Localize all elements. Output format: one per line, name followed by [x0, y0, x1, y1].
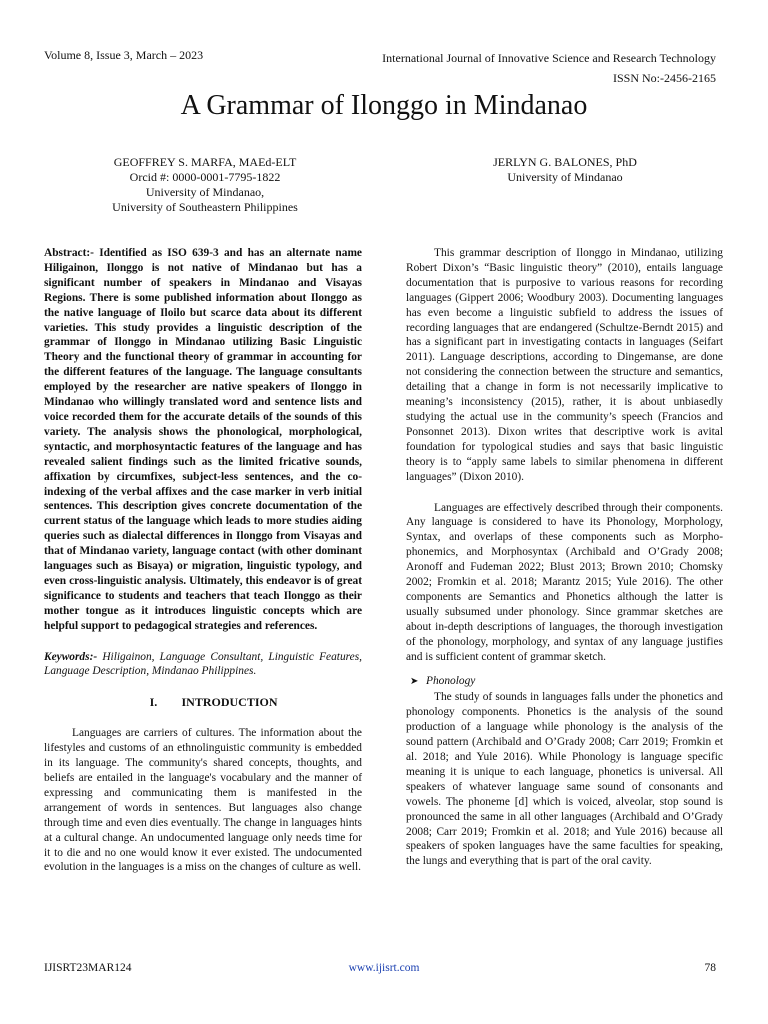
volume-info: Volume 8, Issue 3, March – 2023 — [44, 48, 204, 62]
issn: ISSN No:-2456-2165 — [612, 71, 716, 85]
journal-url[interactable]: www.ijisrt.com — [348, 962, 420, 974]
intro-paragraph: Languages are carriers of cultures. The information about the lifestyles and customs of an ethnolinguistic community is embedded in its language. The community's shared concepts, thoughts, and beliefs are entailed in the language's vocabulary and the manner of expressing and communicating them is manifested in the arrangement of words in sentences. But languages also change through time and even dies eventually. The change in languages hints at a cultural change. An undocumented language only needs time for it to die and no one would know it ever existed. The undocumented evolution in the languages is a miss on the changes of culture as well. — [44, 727, 362, 874]
article-code: IJISRT23MAR124 — [44, 962, 132, 974]
author-affiliation: University of Southeastern Philippines — [112, 200, 298, 214]
left-column — [44, 246, 362, 875]
section-heading — [44, 695, 362, 710]
author-name: GEOFFREY S. MARFA, MAEd-ELT — [113, 155, 297, 169]
subsection-title: Phonology — [426, 675, 476, 688]
author-block-2 — [440, 155, 690, 185]
right-column — [406, 246, 723, 869]
author-orcid: Orcid #: 0000-0001-7795-1822 — [129, 170, 281, 184]
author-block-1 — [95, 155, 315, 215]
keywords-label: Keywords:- — [44, 650, 98, 663]
arrow-bullet-icon: ➤ — [410, 676, 419, 688]
keywords-text: Hiligainon, Language Consultant, Linguistic Features, Language Description, Mindanao Philippines. — [44, 650, 362, 678]
body-paragraph: This grammar description of Ilonggo in Mindanao, utilizing Robert Dixon’s “Basic linguistic theory” (2010), entails language documentation that is purposive to various reasons for recording languages (Gippert 2006; Woodbury 2003). Documenting languages has even become a linguistic subfield to address the issues of recording languages that are endangered (Schultze-Berndt 2015) and has a significant part in investigating contacts in languages (Seifart 2011). Language descriptions, according to Dingemanse, are done not considering the connection between the structure and semantics, detailing that a change in form is not necessarily implicative to meaning’s inconsistency (2015), rather, it is about unbiasedly studying the actual use in the community’s speech (Francios and Ponsonnet 2013). Dixon writes that descriptive work is avital foundation for typological studies and says that basic linguistic theory is to “apply same labels to similar phenomena in different languages” (Dixon 2010). — [406, 247, 723, 483]
section-title: INTRODUCTION — [181, 695, 278, 710]
paper-title: A Grammar of Ilonggo in Mindanao — [180, 90, 588, 121]
author-name: JERLYN G. BALONES, PhD — [493, 155, 637, 169]
section-number: I. — [149, 695, 158, 710]
abstract: Abstract:- Identified as ISO 639-3 and has an alternate name Hiligainon, Ilonggo is not native of Mindanao but has a significant number of speakers in Mindanao and Visayas Regions. There is some published information about Ilonggo as the native language of Iloilo but scarce data about its different varieties. This study provides a linguistic description of the grammar of Ilonggo in Mindanao utilizing Basic Linguistic Theory and the functional theory of grammar in accounting for the different features of the language. The language consultants employed by the researcher are native speakers of Ilonggo in Mindanao who willingly translated word and sentence lists and voice recorded them for the accurate details of the sounds of this variety. The analysis shows the phonological, morphological, syntactic, and morphosyntactic features of the language and has revealed salient findings such as the limited fricative sounds, affixation by circumfixes, subject-less sentences, and the co-indexing of the verbal affixes and the case marker in verb initial sentences. This description gives concrete documentation of the current status of the language which leads to more studies aiding queries such as dialectal differences in Ilonggo from Visayas and that of Mindanao variety, language contact (with other dominant languages such as Bisaya) or migration, linguistic typology, and even cross-linguistic analysis. Ultimately, this endeavor is of great significance to students and teachers that teach Ilonggo as their mother tongue as it introduces linguistic concepts which are helpful support to pedagogical strategies and references. — [44, 247, 362, 632]
journal-name: International Journal of Innovative Science and Research Technology — [382, 51, 716, 65]
phonology-paragraph: The study of sounds in languages falls under the phonetics and phonology components. Phonetics is the analysis of the sound production of a language while phonology is the analysis of the sound pattern (Archibald and O’Grady 2008; Carr 2019; Fromkin et al. 2018; and Yule 2016). While Phonology is language specific meaning it is unique to each language, phonetics is universal. All speakers of whatever language same sound of consonants and vowels. The phoneme [d] which is voiced, alveolar, stop sound is pronounced the same in all other languages (Archibald and O’Grady 2008; Carr 2019; Fromkin et al. 2018; and Yule 2016) because all speakers of spoken languages have the same faculties for speaking, the lungs and everything that is part of the oral cavity. — [406, 691, 723, 868]
page-number: 78 — [704, 962, 716, 974]
journal-header — [382, 48, 716, 88]
body-paragraph: Languages are effectively described through their components. Any language is considered to have its Phonology, Morphology, Syntax, and overlaps of these components such as Morpho-phonemics, and Morphosyntax (Archibald and O’Grady 2008; Aronoff and Fudeman 2022; Blust 2013; Brown 2010; Chomsky 2002; Fromkin et al. 2018; Marantz 2015; Yule 2016). The other components are Semantics and Phonetics although the latter is usually subsumed under phonology. Since grammar sketches are about in-depth descriptions of languages, the thorough investigation of the phonology, morphology, and syntax of any language justifies and is sufficient content of grammar sketch. — [406, 501, 723, 663]
keywords — [44, 650, 362, 680]
author-affiliation: University of Mindanao, — [145, 185, 265, 199]
author-affiliation: University of Mindanao — [507, 170, 623, 184]
subsection-heading — [406, 674, 723, 690]
